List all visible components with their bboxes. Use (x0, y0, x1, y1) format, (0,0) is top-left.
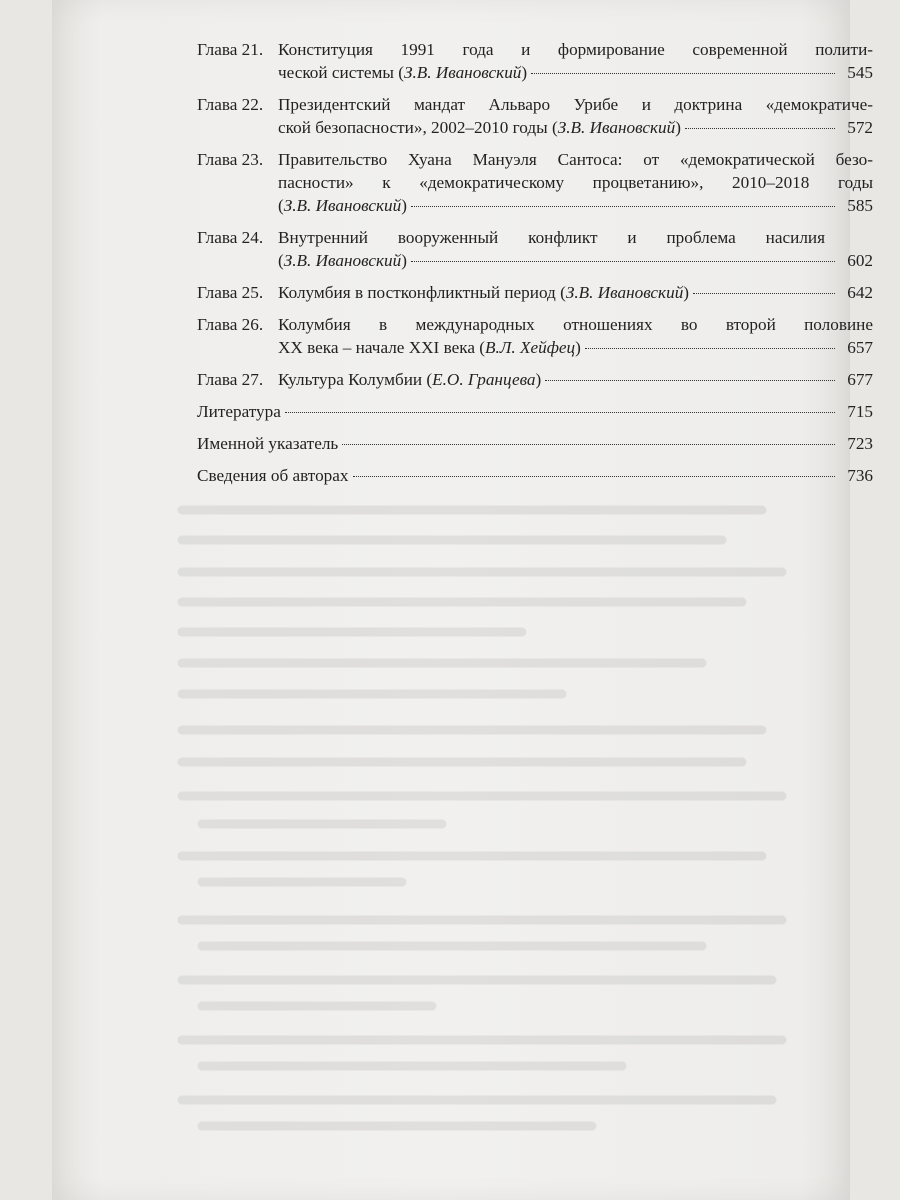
toc-entry-ch21 (197, 38, 873, 84)
chapter-author: В.Л. Хейфец (484, 338, 576, 357)
chapter-title-line: Конституция 1991 года и формирование современной полити- (278, 40, 873, 59)
chapter-author: Е.О. Гранцева (432, 370, 536, 389)
chapter-title-line: Правительство Хуана Мануэля Сантоса: от «демократической безо- (278, 150, 873, 169)
toc-entry-ch22 (197, 93, 873, 139)
leader-dots (411, 206, 835, 207)
page-number: 715 (847, 402, 873, 421)
leader-dots (693, 293, 835, 294)
section-title: Литература (197, 402, 281, 421)
chapter-title-line: Колумбия в международных отношениях во второй половине (278, 315, 873, 334)
chapter-label: Глава 21. (197, 40, 264, 59)
section-title: Именной указатель (197, 434, 339, 453)
chapter-author: З.В. Ивановский (565, 283, 684, 302)
leader-dots (545, 380, 835, 381)
toc-entry-ch26 (197, 313, 873, 359)
page-number: 642 (847, 283, 873, 302)
leader-dots (685, 128, 835, 129)
chapter-title-tail: ческой системы (З.В. Ивановский) (278, 63, 528, 82)
leader-dots (585, 348, 835, 349)
toc-entry-ch23 (197, 148, 873, 217)
chapter-author: З.В. Ивановский (403, 63, 522, 82)
page-number: 545 (847, 63, 873, 82)
chapter-author: З.В. Ивановский (283, 196, 402, 215)
table-of-contents (197, 38, 873, 496)
page-number: 585 (847, 196, 873, 215)
show-through-texture (142, 480, 832, 1140)
page-number: 723 (847, 434, 873, 453)
chapter-label: Глава 27. (197, 370, 264, 389)
leader-dots (353, 476, 836, 477)
section-title: Сведения об авторах (197, 466, 349, 485)
chapter-title-tail: XX века – начале XXI века (В.Л. Хейфец) (278, 338, 581, 357)
leader-dots (531, 73, 835, 74)
leader-dots (285, 412, 835, 413)
chapter-title-line: пасности» к «демократическому процветанию», 2010–2018 годы (278, 173, 873, 192)
chapter-label: Глава 23. (197, 150, 264, 169)
page-number: 602 (847, 251, 873, 270)
leader-dots (411, 261, 835, 262)
page-number: 736 (847, 466, 873, 485)
toc-entry-ch24 (197, 226, 873, 272)
chapter-title-line: Президентский мандат Альваро Урибе и доктрина «демократиче- (278, 95, 873, 114)
page-number: 572 (847, 118, 873, 137)
chapter-label: Глава 24. (197, 228, 264, 247)
chapter-author: З.В. Ивановский (557, 118, 676, 137)
page-number: 657 (847, 338, 873, 357)
chapter-title-tail: Культура Колумбии (Е.О. Гранцева) (278, 370, 542, 389)
toc-entry-literature (197, 400, 873, 423)
chapter-title-tail: Колумбия в постконфликтный период (З.В. Ивановский) (278, 283, 690, 302)
chapter-title-tail: (З.В. Ивановский) (278, 251, 407, 270)
chapter-title-tail: (З.В. Ивановский) (278, 196, 407, 215)
toc-entry-ch25 (197, 281, 873, 304)
toc-entry-ch27 (197, 368, 873, 391)
chapter-label: Глава 26. (197, 315, 264, 334)
chapter-author: З.В. Ивановский (283, 251, 402, 270)
leader-dots (342, 444, 835, 445)
chapter-label: Глава 22. (197, 95, 264, 114)
page-number: 677 (847, 370, 873, 389)
book-page (52, 0, 873, 1200)
chapter-title-line: Внутренний вооруженный конфликт и проблема насилия (278, 228, 825, 247)
chapter-title-tail: ской безопасности», 2002–2010 годы (З.В. Ивановский) (278, 118, 681, 137)
chapter-label: Глава 25. (197, 283, 264, 302)
toc-entry-name-index (197, 432, 873, 455)
